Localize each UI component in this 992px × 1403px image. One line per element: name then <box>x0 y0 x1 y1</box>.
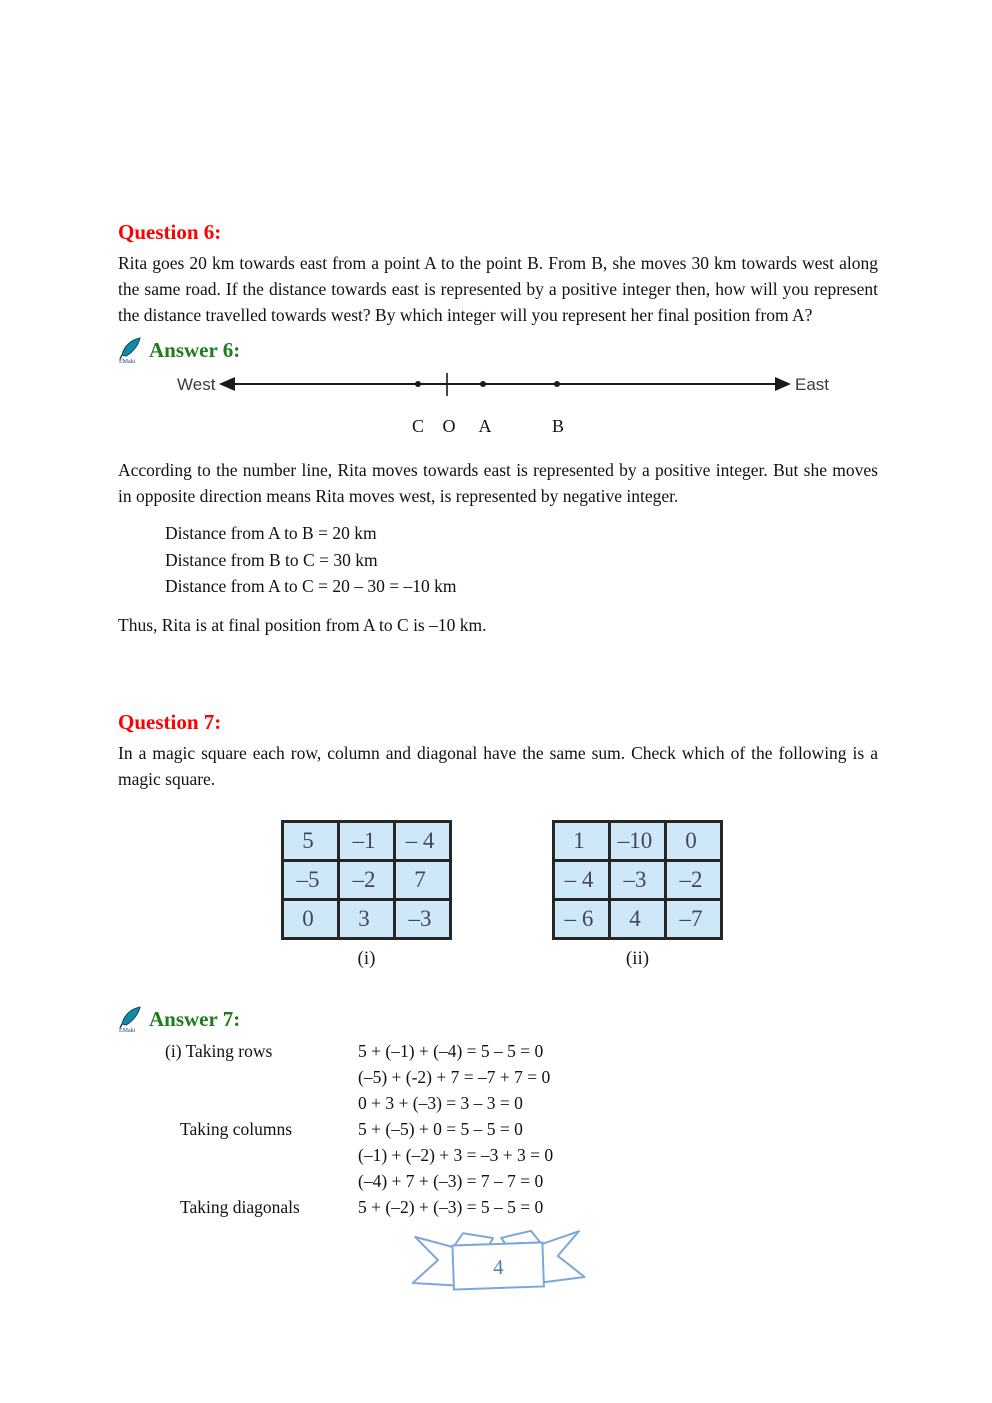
table-cell: –10 <box>610 821 666 860</box>
point-b-label: B <box>551 416 565 436</box>
work-label <box>118 1168 358 1194</box>
work-label: Taking diagonals <box>180 1196 300 1217</box>
page-number-ribbon <box>118 1230 878 1292</box>
table-cell: –2 <box>339 860 395 899</box>
logo-text: EMaki <box>119 1027 136 1033</box>
east-arrowhead-icon <box>775 377 791 391</box>
table-cell: –3 <box>610 860 666 899</box>
figure-label-i: (i) <box>357 947 376 969</box>
quill-logo-icon <box>118 1006 144 1033</box>
magic-square-table-i <box>281 820 452 940</box>
table-cell: 1 <box>554 821 610 860</box>
table-cell: 4 <box>610 899 666 938</box>
table-cell: –2 <box>666 860 722 899</box>
answer-6-title: Answer 6: <box>149 338 241 362</box>
table-row <box>283 821 451 860</box>
work-label <box>118 1090 358 1116</box>
magic-square-table-ii <box>552 820 723 940</box>
table-cell: 0 <box>666 821 722 860</box>
table-cell: –3 <box>395 899 451 938</box>
question-6-text: Rita goes 20 km towards east from a point A to the point B. From B, she moves 30 km towards west along the same road. If the distance towards east is represented by a positive integer then, how will you represent the distance travelled towards west? By which integer will you represent her final position from A? <box>118 253 878 325</box>
answer-7-work <box>118 1038 878 1220</box>
answer-6-header <box>118 335 878 362</box>
table-row <box>283 860 451 899</box>
table-cell: – 4 <box>554 860 610 899</box>
answer-7-header <box>118 1004 878 1031</box>
logo-text: EMaki <box>119 359 136 364</box>
table-row <box>554 899 722 938</box>
magic-square-ii <box>552 820 723 970</box>
table-cell: – 6 <box>554 899 610 938</box>
table-cell: 5 <box>283 821 339 860</box>
page-number: 4 <box>492 1254 504 1279</box>
work-formula: (–1) + (–2) + 3 = –3 + 3 = 0 <box>358 1144 554 1165</box>
work-row <box>118 1194 878 1220</box>
table-cell: –7 <box>666 899 722 938</box>
distance-line: Distance from A to C = 20 – 30 = –10 km <box>165 576 457 596</box>
point-c-label: C <box>411 416 425 436</box>
work-formula: 5 + (–1) + (–4) = 5 – 5 = 0 <box>358 1040 544 1061</box>
work-formula: 5 + (–5) + 0 = 5 – 5 = 0 <box>358 1118 523 1139</box>
number-line-figure <box>175 370 878 447</box>
table-row <box>554 821 722 860</box>
work-row <box>118 1142 878 1168</box>
distance-line: Distance from B to C = 30 km <box>165 549 378 570</box>
work-formula: (–4) + 7 + (–3) = 7 – 7 = 0 <box>358 1170 544 1191</box>
magic-square-i <box>281 820 452 970</box>
point-b-dot <box>554 381 560 387</box>
magic-square-figures <box>281 820 878 970</box>
table-cell: –5 <box>283 860 339 899</box>
east-label: East <box>795 375 830 394</box>
work-row <box>118 1038 878 1064</box>
work-row <box>118 1168 878 1194</box>
table-cell: – 4 <box>395 821 451 860</box>
work-label: Taking columns <box>180 1118 293 1139</box>
work-label <box>118 1064 358 1090</box>
work-formula: 5 + (–2) + (–3) = 5 – 5 = 0 <box>358 1196 544 1217</box>
work-row <box>118 1116 878 1142</box>
work-row <box>118 1064 878 1090</box>
figure-label-ii: (ii) <box>625 947 650 969</box>
question-6-heading: Question 6: <box>118 220 222 244</box>
quill-logo-icon <box>118 337 144 364</box>
table-cell: –1 <box>339 821 395 860</box>
work-formula: 0 + 3 + (–3) = 3 – 3 = 0 <box>358 1092 523 1113</box>
answer-6-paragraph: According to the number line, Rita moves towards east is represented by a positive integer. But she moves in opposite direction means Rita moves west, is represented by negative integer. <box>118 460 878 506</box>
table-cell: 0 <box>283 899 339 938</box>
answer-7-title: Answer 7: <box>149 1006 241 1031</box>
work-formula: (–5) + (-2) + 7 = –7 + 7 = 0 <box>358 1066 551 1087</box>
ribbon-banner-icon <box>407 1226 589 1294</box>
point-a-label: A <box>478 416 492 436</box>
distance-lines <box>165 520 878 600</box>
point-a-dot <box>480 381 486 387</box>
point-o-label: O <box>442 416 456 436</box>
question-7-heading: Question 7: <box>118 709 222 734</box>
question-7-text: In a magic square each row, column and diagonal have the same sum. Check which of the following is a magic square. <box>118 742 878 789</box>
work-label: (i) Taking rows <box>165 1040 273 1061</box>
table-row <box>283 899 451 938</box>
table-cell: 7 <box>395 860 451 899</box>
answer-6-conclusion: Thus, Rita is at final position from A to C is –10 km. <box>118 614 487 635</box>
table-cell: 3 <box>339 899 395 938</box>
distance-line: Distance from A to B = 20 km <box>165 523 377 543</box>
table-row <box>554 860 722 899</box>
west-label: West <box>177 375 216 394</box>
work-row <box>118 1090 878 1116</box>
west-arrowhead-icon <box>219 377 235 391</box>
work-label <box>118 1142 358 1168</box>
point-c-dot <box>415 381 421 387</box>
